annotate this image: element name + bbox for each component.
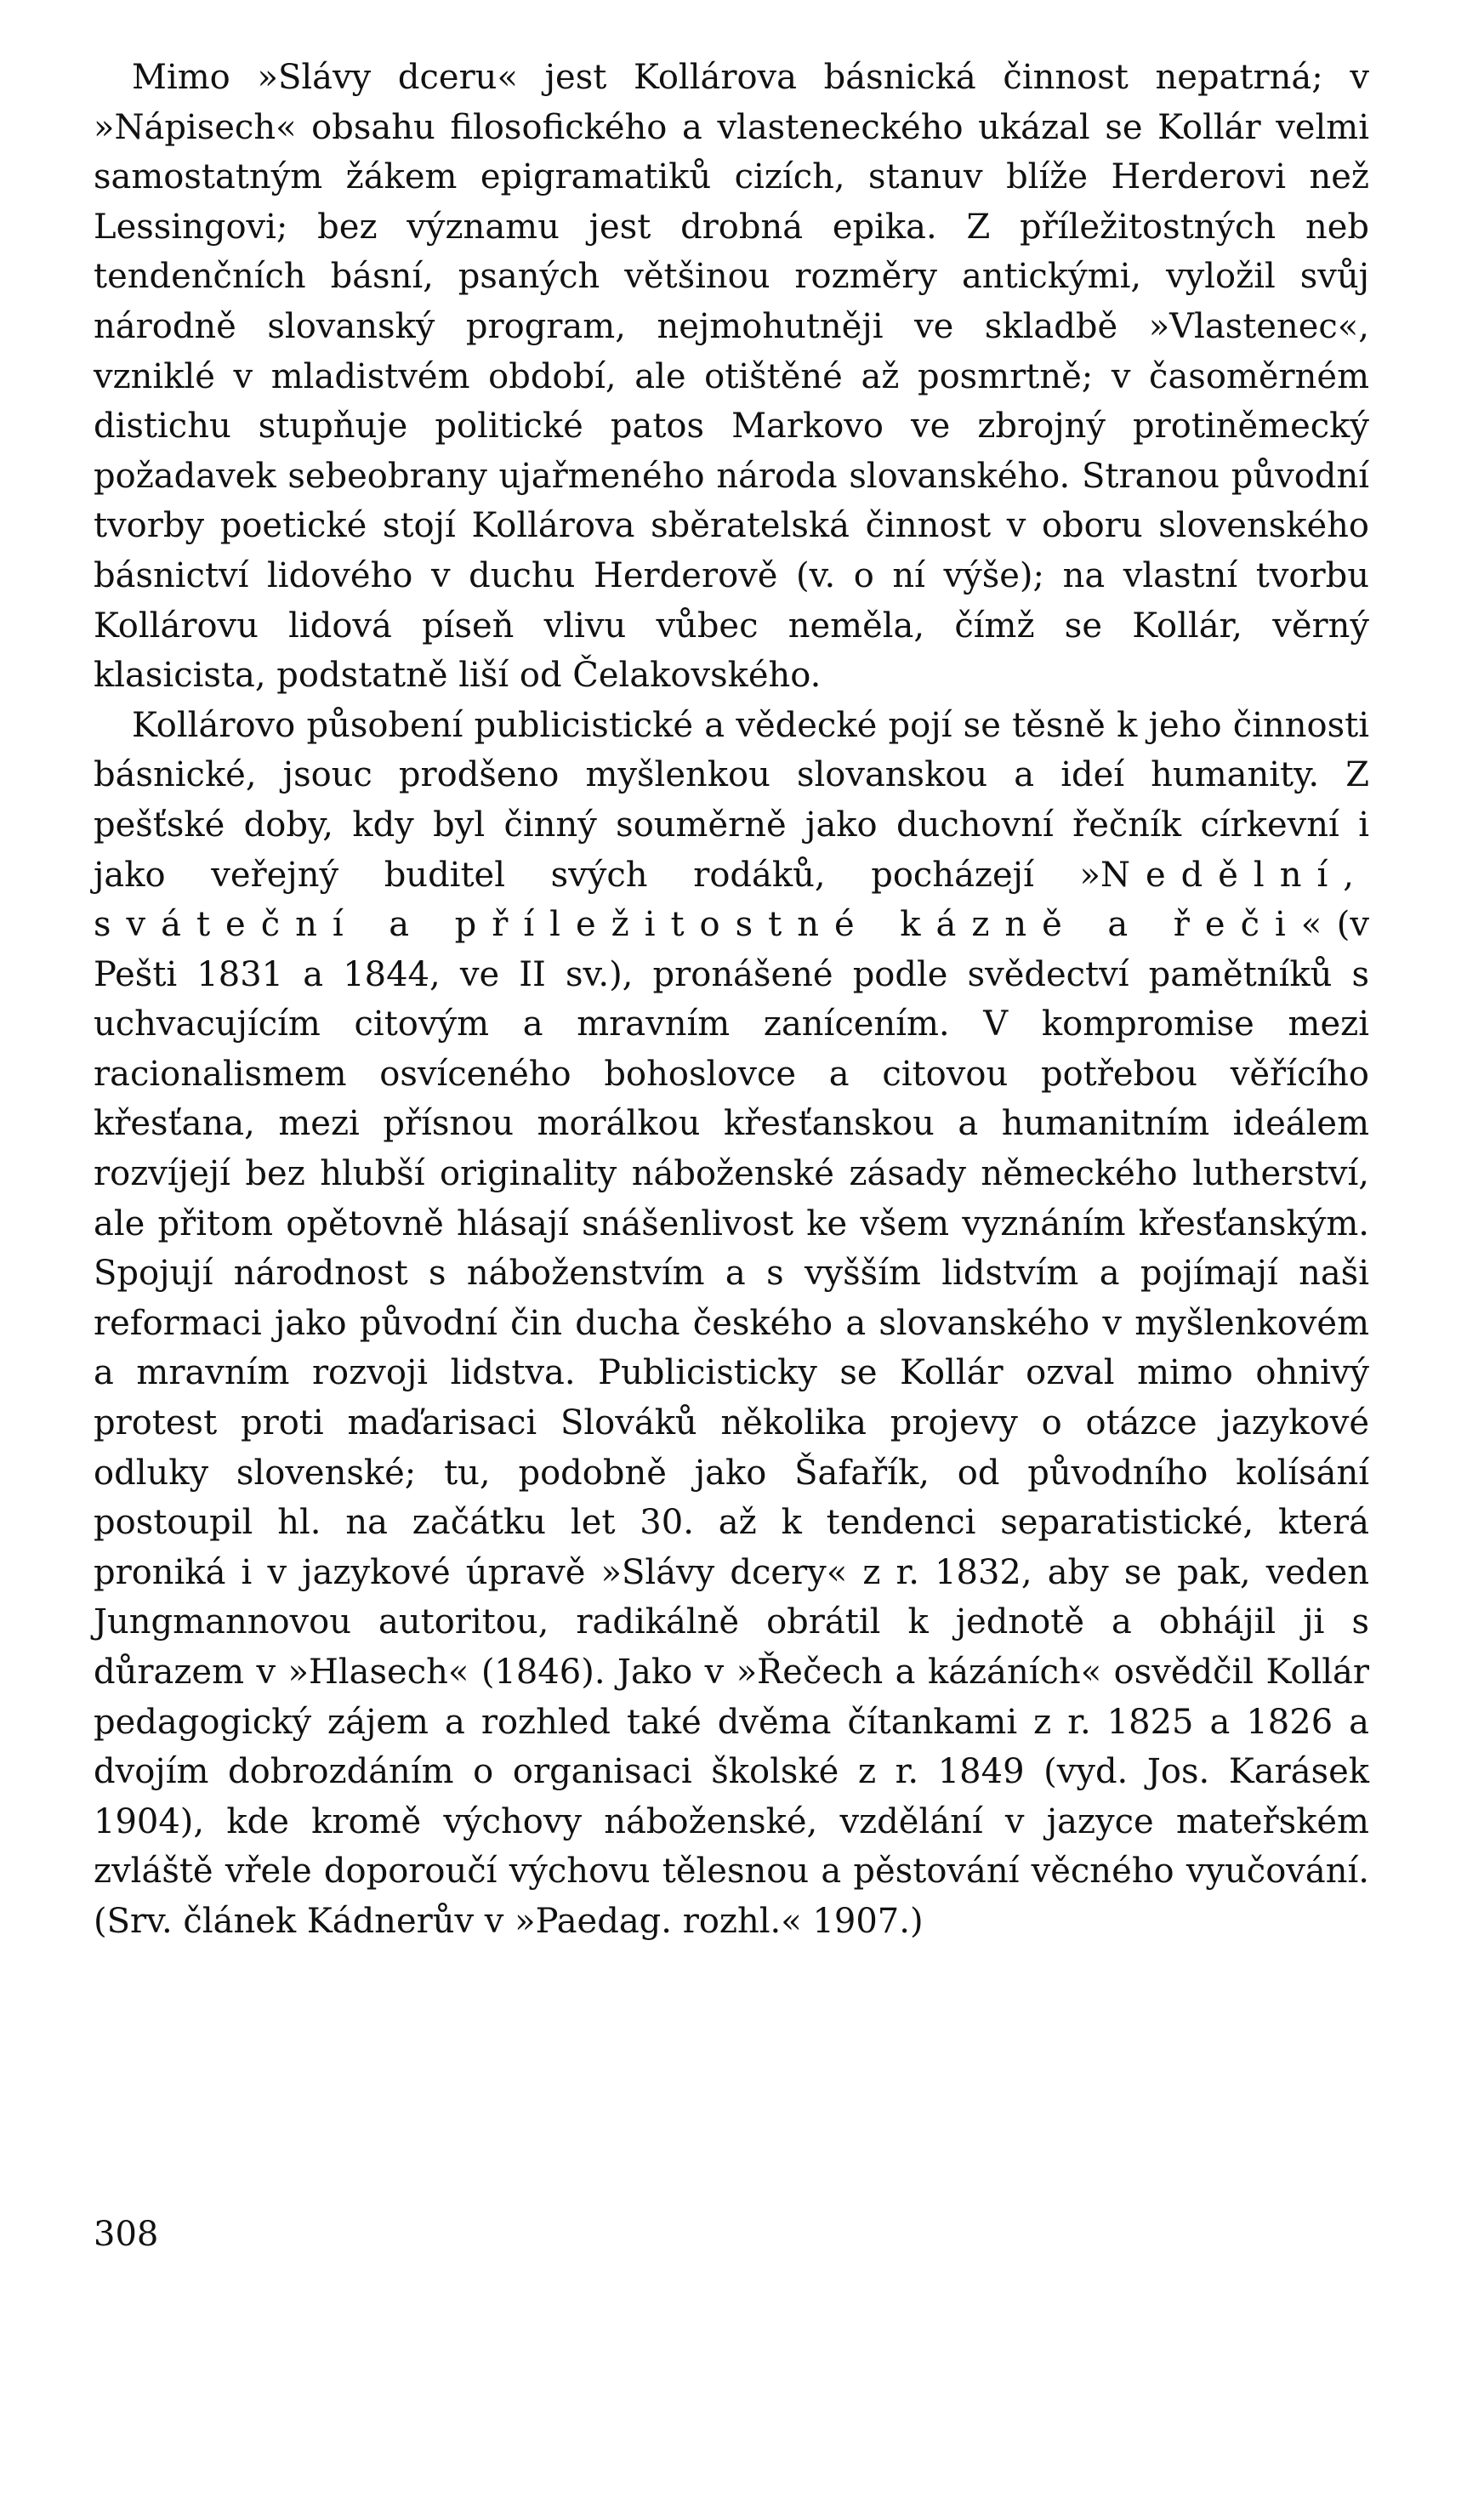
page-number: 308 (94, 2215, 159, 2254)
paragraph-text: Kollárovo působení publicistické a vědecké pojí se těsně k jeho činnosti básnické, jsouc prodšeno myšlenkou slovanskou a ideí humanity. Z pešťské doby, kdy byl činný souměrně jako duchovní řečník církevní i jako veřejný buditel svých rodáků, pocházejí » (94, 705, 1369, 895)
paragraph-text: « (v Pešti 1831 a 1844, ve II sv.), pronášené podle svědectví pamětníků s uchvacujícím citovým a mravním zanícením. V kompromise mezi racionalismem osvíceného bohoslovce a citovou potřebou věřícího křesťana, mezi přísnou morálkou křesťanskou a humanitním ideálem rozvíjejí bez hlubší originality náboženské zásady německého lutherství, ale přitom opětovně hlásají snášenlivost ke všem vyznáním křesťanským. Spojují národnost s náboženstvím a s vyšším lidstvím a pojímají naši reformaci jako původní čin ducha českého a slovanského v myšlenkovém a mravním rozvoji lidstva. Publicisticky se Kollár ozval mimo ohnivý protest proti maďarisaci Slováků několika projevy o otázce jazykové odluky slovenské; tu, podobně jako Šafařík, od původního kolísání postoupil hl. na začátku let 30. až k tendenci separatistické, která proniká i v jazykové úpravě »Slávy dcery« z r. 1832, aby se pak, veden Jungmannovou autoritou, radikálně obrátil k jednotě a obhájil ji s důrazem v »Hlasech« (1846). Jako v »Řečech a kázáních« osvědčil Kollár pedagogický zájem a rozhled také dvěma čítankami z r. 1825 a 1826 a dvojím dobrozdáním o organisaci školské z r. 1849 (vyd. Jos. Karásek 1904), kde kromě výchovy náboženské, vzdělání v jazyce mateřském zvláště vřele doporoučí výchovu tělesnou a pěstování věcného vyučování. (Srv. článek Kádnerův v »Paedag. rozhl.« 1907.) (94, 905, 1369, 1941)
paragraph (94, 701, 1369, 1947)
paragraph: Mimo »Slávy dceru« jest Kollárova básnická činnost nepatrná; v »Nápisech« obsahu filosofického a vlasteneckého ukázal se Kollár velmi samostatným žákem epigramatiků cizích, stanuv blíže Herderovi než Lessingovi; bez významu jest drobná epika. Z příležitostných neb tendenčních básní, psaných většinou rozměry antickými, vyložil svůj národně slovanský program, nejmohutněji ve skladbě »Vlastenec«, vzniklé v mladistvém období, ale otištěné až posmrtně; v časoměrném distichu stupňuje politické patos Markovo ve zbrojný protiněmecký požadavek sebeobrany ujařmeného národa slovanského. Stranou původní tvorby poetické stojí Kollárova sběratelská činnost v oboru slovenského básnictví lidového v duchu Herderově (v. o ní výše); na vlastní tvorbu Kollárovu lidová píseň vlivu vůbec neměla, čímž se Kollár, věrný klasicista, podstatně liší od Čelakovského. (94, 58, 1369, 696)
body-text (94, 53, 1369, 1947)
spaced-title: Nedělní, sváteční a příležitostné kázně a řeči (94, 855, 1369, 945)
